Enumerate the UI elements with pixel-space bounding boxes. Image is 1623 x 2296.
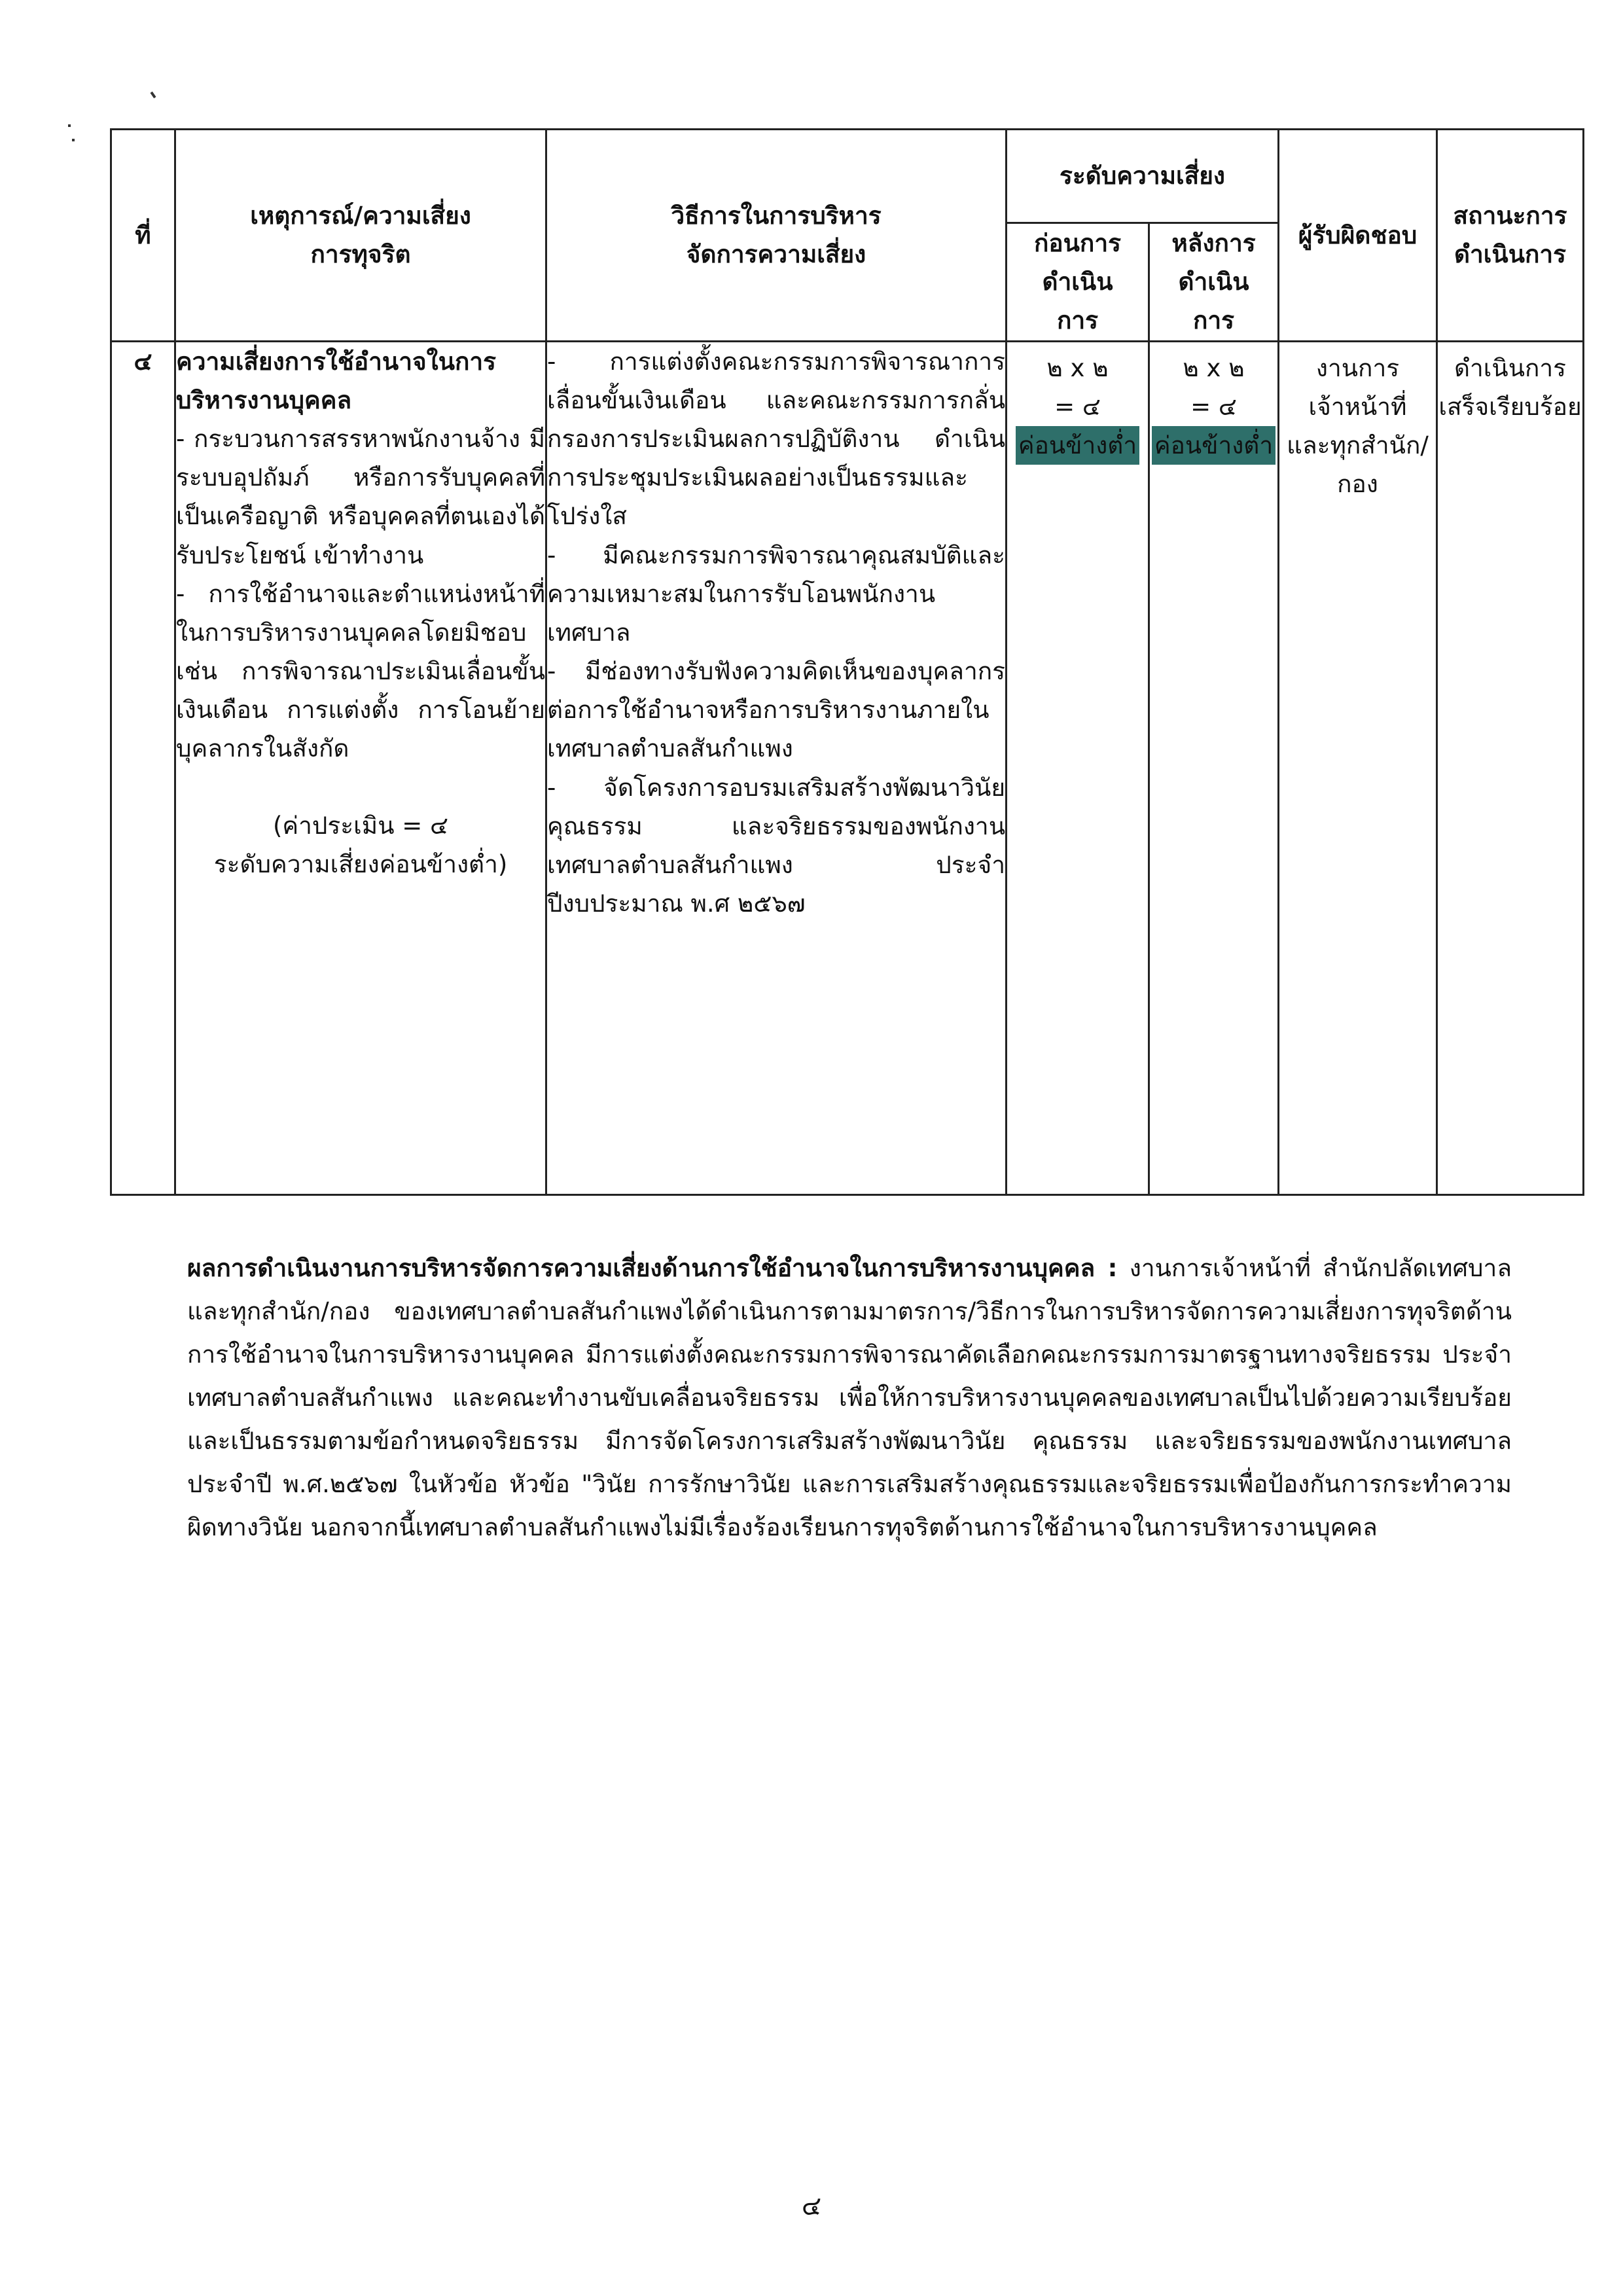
method-item: - จัดโครงการอบรมเสริมสร้างพัฒนาวินัย คุณธรรม และจริยธรรมของพนักงานเทศบาลตำบลสันกำแพง ประจำปีงบประมาณ พ.ศ ๒๕๖๗ [547, 773, 1005, 918]
risk-after-cell: ๒ x ๒ = ๔ ค่อนข้างต่ำ [1149, 341, 1279, 1194]
header-risk-level: ระดับความเสี่ยง [1007, 130, 1279, 223]
page-number: ๔ [801, 2191, 822, 2221]
event-title: ความเสี่ยงการใช้อำนาจในการบริหารงานบุคคล [176, 347, 497, 414]
header-after: หลังการ ดำเนินการ [1149, 223, 1279, 342]
scan-mark [150, 92, 156, 98]
event-cell [175, 341, 546, 1194]
method-item: - มีช่องทางรับฟังความคิดเห็นของบุคลากร ต่อการใช้อำนาจหรือการบริหารงานภายในเทศบาลตำบลสันกำแพง [547, 657, 1005, 763]
header-no: ที่ [111, 130, 175, 342]
scan-mark [68, 124, 71, 127]
responsible-cell: งานการ เจ้าหน้าที่ และทุกสำนัก/ กอง [1279, 341, 1437, 1194]
risk-before-cell: ๒ x ๒ = ๔ ค่อนข้างต่ำ [1007, 341, 1149, 1194]
status-cell: ดำเนินการ เสร็จเรียบร้อย [1437, 341, 1584, 1194]
method-item: - การแต่งตั้งคณะกรรมการพิจารณาการเลื่อนขั้นเงินเดือน และคณะกรรมการกลั่นกรองการประเมินผลการปฏิบัติงาน ดำเนินการประชุมประเมินผลอย่างเป็นธรรมและโปร่งใส [547, 347, 1005, 531]
row-number: ๔ [111, 341, 175, 1194]
header-method: วิธีการในการบริหาร จัดการความเสี่ยง [546, 130, 1007, 342]
event-item: - การใช้อำนาจและตำแหน่งหน้าที่ในการบริหารงานบุคคลโดยมิชอบ เช่น การพิจารณาประเมินเลื่อนขั้นเงินเดือน การแต่งตั้ง การโอนย้ายบุคลากรในสังกัด [176, 579, 545, 763]
header-before: ก่อนการ ดำเนินการ [1007, 223, 1149, 342]
summary-paragraph [187, 1247, 1512, 1549]
assessment-note: (ค่าประเมิน = ๔ ระดับความเสี่ยงค่อนข้างต่ำ) [213, 811, 508, 878]
summary-heading: ผลการดำเนินงานการบริหารจัดการความเสี่ยงด้านการใช้อำนาจในการบริหารงานบุคคล : [187, 1254, 1118, 1282]
header-status: สถานะการ ดำเนินการ [1437, 130, 1584, 342]
header-responsible: ผู้รับผิดชอบ [1279, 130, 1437, 342]
summary-body: งานการเจ้าหน้าที่ สำนักปลัดเทศบาล และทุกสำนัก/กอง ของเทศบาลตำบลสันกำแพงได้ดำเนินการตามมาตรการ/วิธีการในการบริหารจัดการความเสี่ยงการทุจริตด้านการใช้อำนาจในการบริหารงานบุคคล มีการแต่งตั้งคณะกรรมการพิจารณาคัดเลือกคณะกรรมการมาตรฐานทางจริยธรรม ประจำเทศบาลตำบลสันกำแพง และคณะทำงานขับเคลื่อนจริยธรรม เพื่อให้การบริหารงานบุคคลของเทศบาลเป็นไปด้วยความเรียบร้อยและเป็นธรรมตามข้อกำหนดจริยธรรม มีการจัดโครงการเสริมสร้างพัฒนาวินัย คุณธรรม และจริยธรรมของพนักงานเทศบาล ประจำปี พ.ศ.๒๕๖๗ ในหัวข้อ หัวข้อ "วินัย การรักษาวินัย และการเสริมสร้างคุณธรรมและจริยธรรมเพื่อป้องกันการกระทำความผิดทางวินัย นอกจากนี้เทศบาลตำบลสันกำแพงไม่มีเรื่องร้องเรียนการทุจริตด้านการใช้อำนาจในการบริหารงานบุคคล [187, 1254, 1512, 1541]
scan-mark [72, 139, 75, 141]
event-item: - กระบวนการสรรหาพนักงานจ้าง มีระบบอุปถัมภ์ หรือการรับบุคคลที่เป็นเครือญาติ หรือบุคคลที่ตนเองได้รับประโยชน์ เข้าทำงาน [176, 424, 545, 569]
risk-level-badge: ค่อนข้างต่ำ [1016, 426, 1139, 465]
method-item: - มีคณะกรรมการพิจารณาคุณสมบัติและความเหมาะสมในการรับโอนพนักงานเทศบาล [547, 541, 1005, 647]
risk-level-badge: ค่อนข้างต่ำ [1152, 426, 1275, 465]
risk-management-table [110, 128, 1584, 1196]
header-event: เหตุการณ์/ความเสี่ยง การทุจริต [175, 130, 546, 342]
method-cell [546, 341, 1007, 1194]
